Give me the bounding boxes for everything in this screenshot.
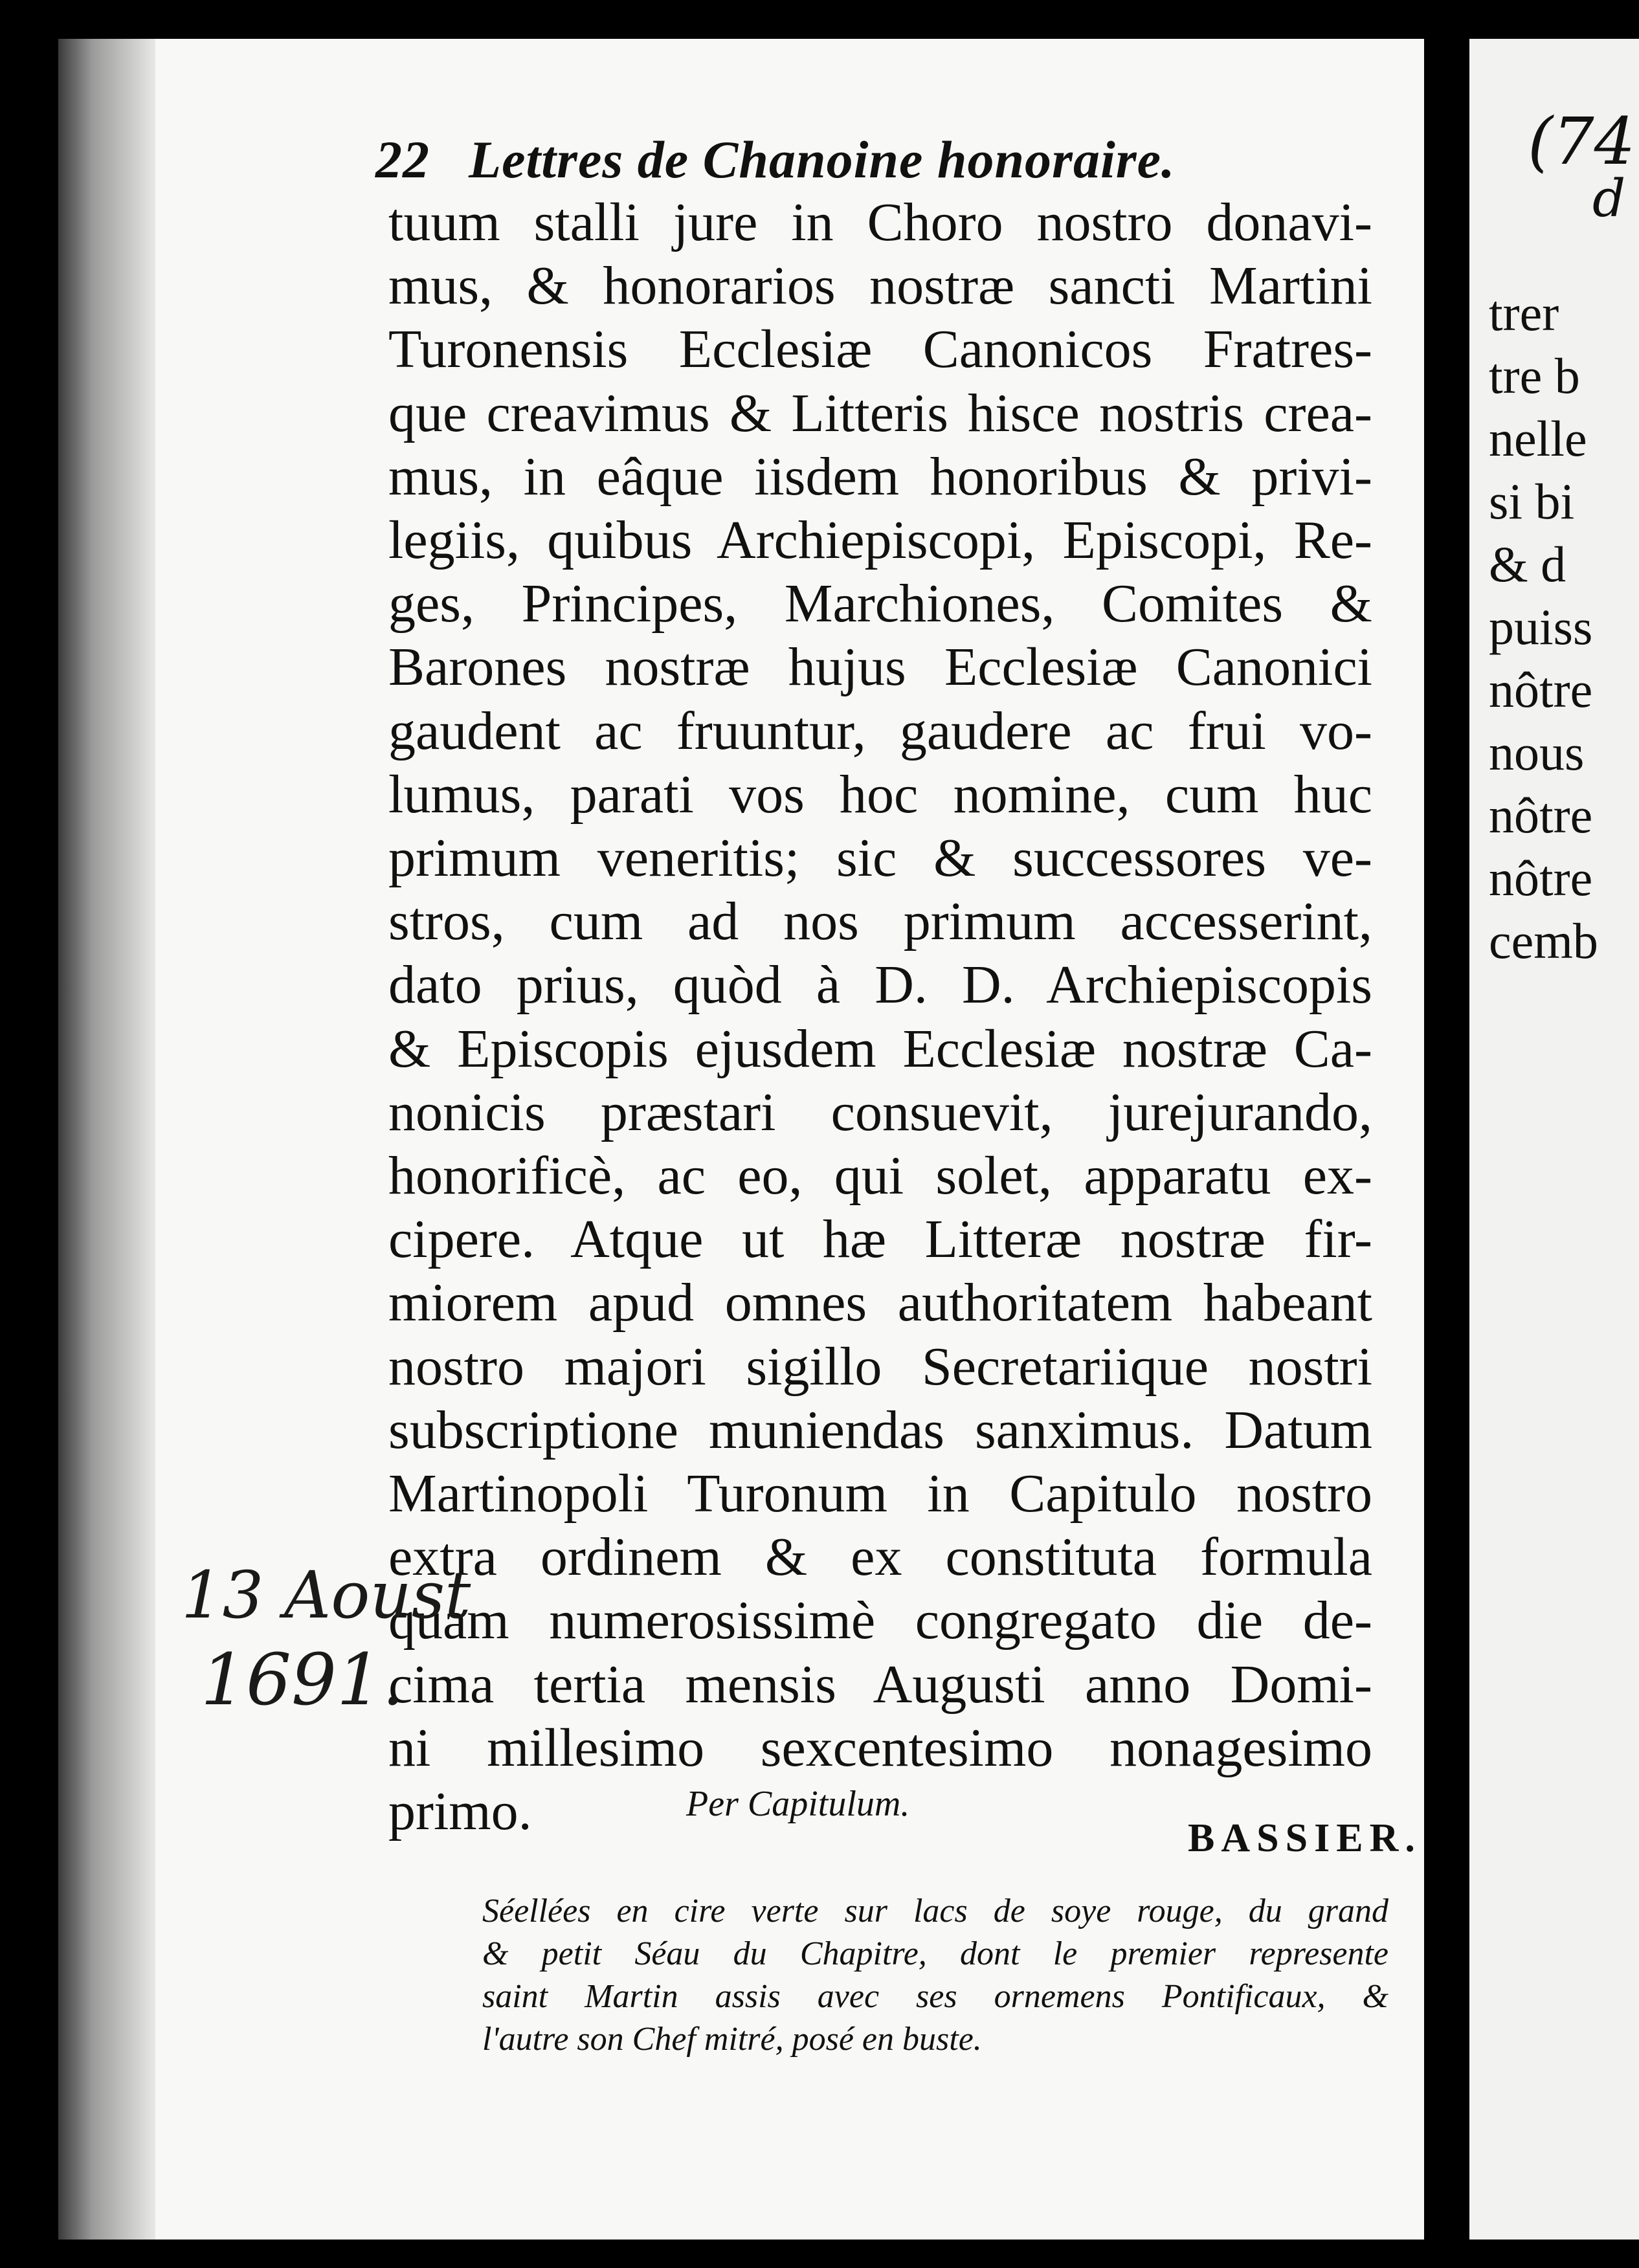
text-line: miorem apud omnes authoritatem habeant [388, 1273, 1372, 1333]
seal-note-line: & petit Séau du Chapitre, dont le premier represente [482, 1935, 1388, 1972]
seal-note-line: l'autre son Chef mitré, posé en buste. [482, 2021, 982, 2058]
text-line: gaudent ac fruuntur, gaudere ac frui vo- [388, 700, 1372, 761]
signature: BASSIER. [1188, 1816, 1422, 1860]
seal-note [482, 1890, 1388, 2061]
running-head [375, 129, 1176, 190]
text-line: Martinopoli Turonum in Capitulo nostro [388, 1463, 1372, 1524]
facing-line: si bi [1489, 473, 1575, 529]
running-head-title: Lettres de Chanoine honoraire. [469, 130, 1176, 189]
text-line: que creavimus & Litteris hisce nostris crea- [388, 383, 1372, 443]
text-line: cipere. Atque ut hæ Litteræ nostræ fir- [388, 1209, 1372, 1270]
handwritten-date: 13 Aoust [181, 1557, 471, 1633]
text-line: mus, & honorarios nostræ sancti Martini [388, 256, 1372, 317]
facing-page [1469, 39, 1639, 2240]
handwritten-annotation [181, 1553, 471, 1722]
text-line: Turonensis Ecclesiæ Canonicos Fratres- [388, 319, 1372, 380]
text-line: subscriptione muniendas sanximus. Datum [388, 1399, 1372, 1460]
facing-line: nous [1489, 724, 1585, 781]
facing-line: nôtre [1489, 787, 1593, 843]
text-line: honorificè, ac eo, qui solet, apparatu ex- [388, 1146, 1372, 1206]
seal-note-line: saint Martin assis avec ses ornemens Pontificaux, & [482, 1978, 1388, 2015]
facing-line: tre b [1489, 348, 1580, 404]
text-line: nostro majori sigillo Secretariique nostri [388, 1336, 1372, 1397]
body-text [388, 191, 1372, 1843]
text-line: quam numerosissimè congregato die de- [388, 1590, 1372, 1651]
page-number: 22 [375, 130, 430, 189]
text-line: primo. [388, 1781, 532, 1842]
text-line: dato prius, quòd à D. D. Archiepiscopis [388, 955, 1372, 1016]
facing-head-text: (74 [1528, 104, 1636, 179]
text-line: & Episcopis ejusdem Ecclesiæ nostræ Ca- [388, 1018, 1372, 1079]
facing-line: & d [1489, 536, 1567, 592]
per-capitulum: Per Capitulum. [686, 1784, 910, 1824]
text-line: Barones nostræ hujus Ecclesiæ Canonici [388, 637, 1372, 698]
facing-line: nôtre [1489, 662, 1593, 718]
facing-line: nôtre [1489, 850, 1593, 906]
text-line: nonicis præstari consuevit, jurejurando, [388, 1082, 1372, 1142]
facing-line: nelle [1489, 410, 1587, 467]
facing-line: trer [1489, 285, 1559, 341]
facing-text [1489, 282, 1598, 972]
text-line: primum veneritis; sic & successores ve- [388, 828, 1372, 889]
text-line: cima tertia mensis Augusti anno Domi- [388, 1654, 1372, 1715]
text-line: mus, in eâque iisdem honoribus & privi- [388, 446, 1372, 507]
seal-note-line: Séellées en cire verte sur lacs de soye rouge, du grand [482, 1893, 1388, 1929]
text-line: extra ordinem & ex constituta formula [388, 1527, 1372, 1588]
page-edge-shadow [58, 39, 155, 2240]
facing-head-sub: d [1592, 168, 1626, 228]
text-line: tuum stalli jure in Choro nostro donavi- [388, 192, 1372, 252]
facing-line: cemb [1489, 913, 1598, 969]
text-line: legiis, quibus Archiepiscopi, Episcopi, Re- [388, 510, 1372, 571]
handwritten-year: 1691. [201, 1638, 405, 1721]
text-line: ges, Principes, Marchiones, Comites & [388, 573, 1372, 634]
text-line: ni millesimo sexcentesimo nonagesimo [388, 1717, 1372, 1778]
text-line: stros, cum ad nos primum accesserint, [388, 891, 1372, 952]
text-line: lumus, parati vos hoc nomine, cum huc [388, 764, 1372, 825]
facing-line: puiss [1489, 599, 1593, 655]
